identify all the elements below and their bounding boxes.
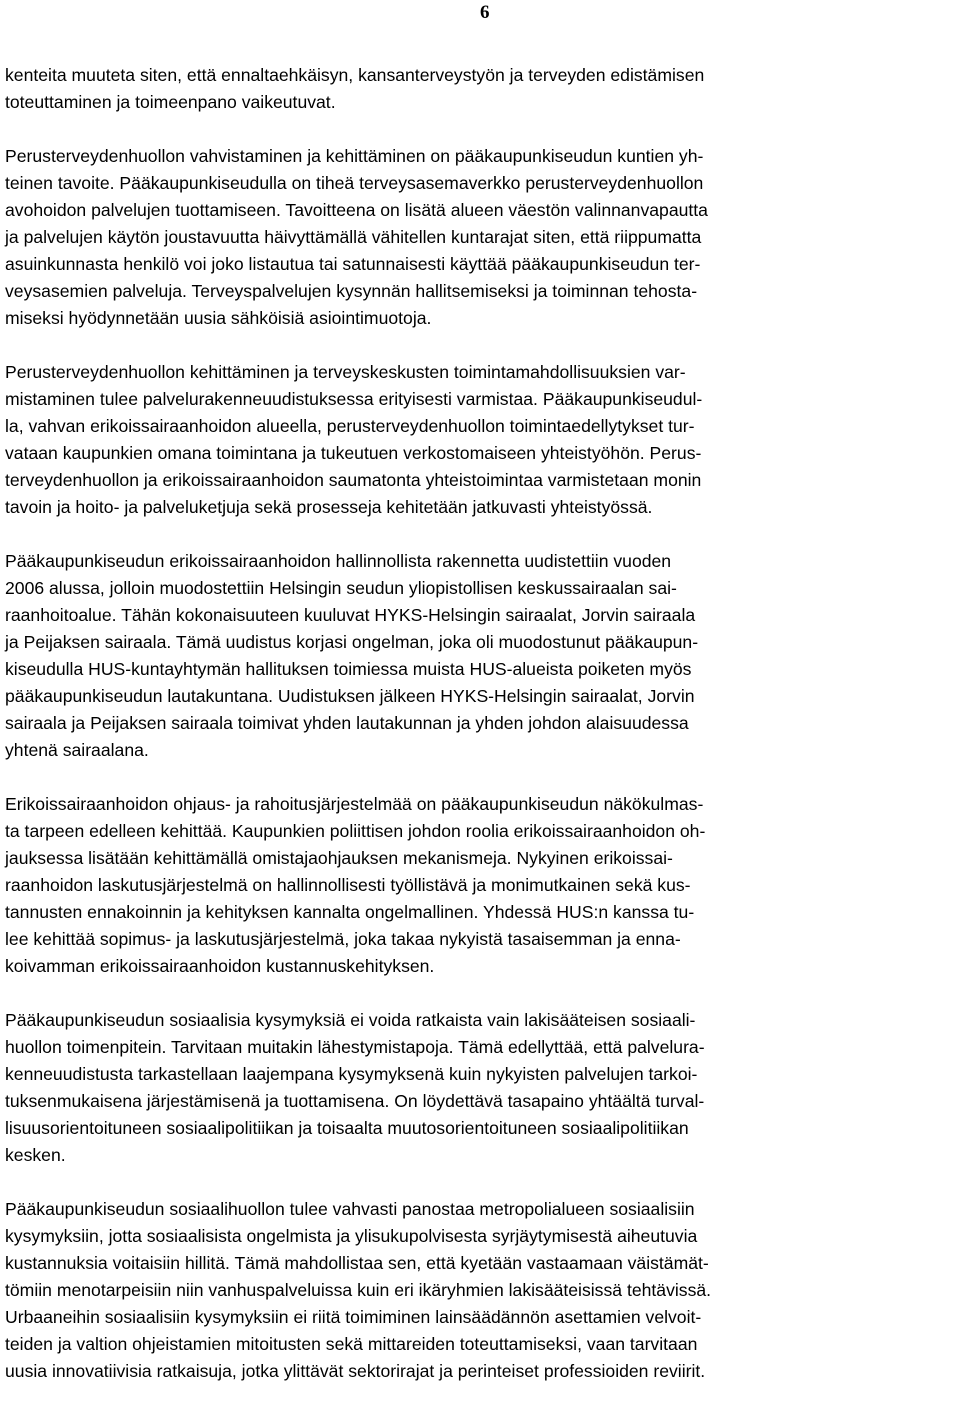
page-number: 6	[480, 2, 490, 23]
paragraph-1: kenteita muuteta siten, että ennaltaehkäisyn, kansanterveystyön ja terveyden edistämisen toteuttaminen ja toimeenpano vaikeutuvat.	[5, 65, 705, 112]
paragraph-3: Perusterveydenhuollon kehittäminen ja terveyskeskusten toimintamahdollisuuksien var- mistaminen tulee palvelurakenneuudistuksessa erityisesti varmistaa. Pääkaupunkiseudul- la, vahvan erikoissairaanhoidon alueella, perusterveydenhuollon toimintaedellytykset tur- vataan kaupunkien omana toimintana ja tukeutuen verkostomaiseen yhteistyöhön. Perus- terveydenhuollon ja erikoissairaanhoidon saumatonta yhteistoimintaa varmistetaan monin tavoin ja hoito- ja palveluketjuja sekä prosesseja kehitetään jatkuvasti yhteistyössä.	[5, 362, 703, 517]
paragraph-6: Pääkaupunkiseudun sosiaalisia kysymyksiä ei voida ratkaista vain lakisääteisen sosiaali- huollon toimenpitein. Tarvitaan muitakin lähestymistapoja. Tämä edellyttää, että palvelura- kenneuudistusta tarkastellaan laajempana kysymyksenä kuin nykyisten palvelujen tarkoi- tuksenmukaisena järjestämisenä ja tuottamisena. On löydettävä tasapaino yhtäältä turval- lisuusorientoituneen sosiaalipolitiikan ja toisaalta muutosorientoituneen sosiaalipolitiikan kesken.	[5, 1010, 705, 1165]
paragraph-5: Erikoissairaanhoidon ohjaus- ja rahoitusjärjestelmää on pääkaupunkiseudun näkökulmas- ta tarpeen edelleen kehittää. Kaupunkien poliittisen johdon roolia erikoissairaanhoidon oh- jauksessa lisätään kehittämällä omistajaohjauksen mekanismeja. Nykyinen erikoissai- raanhoidon laskutusjärjestelmä on hallinnollisesti työllistävä ja monimutkainen sekä kus- tannusten ennakoinnin ja kehityksen kannalta ongelmallinen. Yhdessä HUS:n kanssa tu- lee kehittää sopimus- ja laskutusjärjestelmä, joka takaa nykyistä tasaisemman ja enna- koivamman erikoissairaanhoidon kustannuskehityksen.	[5, 794, 706, 976]
paragraph-7: Pääkaupunkiseudun sosiaalihuollon tulee vahvasti panostaa metropolialueen sosiaalisiin kysymyksiin, jotta sosiaalisista ongelmista ja ylisukupolvisesta syrjäytymisestä aiheutuvia kustannuksia voitaisiin hillitä. Tämä mahdollistaa sen, että kyetään vastaamaan väistämät- tömiin menotarpeisiin niin vanhuspalveluissa kuin eri ikäryhmien lakisääteisissä tehtävissä. Urbaaneihin sosiaalisiin kysymyksiin ei riitä toimiminen lainsäädännön asettamien velvoit- teiden ja valtion ohjeistamien mitoitusten sekä mittareiden toteuttamiseksi, vaan tarvitaan uusia innovatiivisia ratkaisuja, jotka ylittävät sektorirajat ja perinteiset professioiden reviirit.	[5, 1199, 712, 1381]
paragraph-4: Pääkaupunkiseudun erikoissairaanhoidon hallinnollista rakennetta uudistettiin vuoden 2006 alussa, jolloin muodostettiin Helsingin seudun yliopistollisen keskussairaalan sai- raanhoitoalue. Tähän kokonaisuuteen kuuluvat HYKS-Helsingin sairaalat, Jorvin sairaala ja Peijaksen sairaala. Tämä uudistus korjasi ongelman, joka oli muodostunut pääkaupun- kiseudulla HUS-kuntayhtymän hallituksen toimiessa muista HUS-alueista poiketen myös pääkaupunkiseudun lautakuntana. Uudistuksen jälkeen HYKS-Helsingin sairaalat, Jorvin sairaala ja Peijaksen sairaala toimivat yhden lautakunnan ja yhden johdon alaisuudessa yhtenä sairaalana.	[5, 551, 699, 760]
document-body	[5, 62, 955, 1412]
paragraph-2: Perusterveydenhuollon vahvistaminen ja kehittäminen on pääkaupunkiseudun kuntien yh- teinen tavoite. Pääkaupunkiseudulla on tiheä terveysasemaverkko perusterveydenhuollon avohoidon palvelujen tuottamiseen. Tavoitteena on lisätä alueen väestön valinnanvapautta ja palvelujen käytön joustavuutta häivyttämällä vähitellen kuntarajat siten, että riippumatta asuinkunnasta henkilö voi joko listautua tai satunnaisesti käyttää pääkaupunkiseudun ter- veysasemien palveluja. Terveyspalvelujen kysynnän hallitsemiseksi ja toiminnan tehosta- miseksi hyödynnetään uusia sähköisiä asiointimuotoja.	[5, 146, 708, 328]
